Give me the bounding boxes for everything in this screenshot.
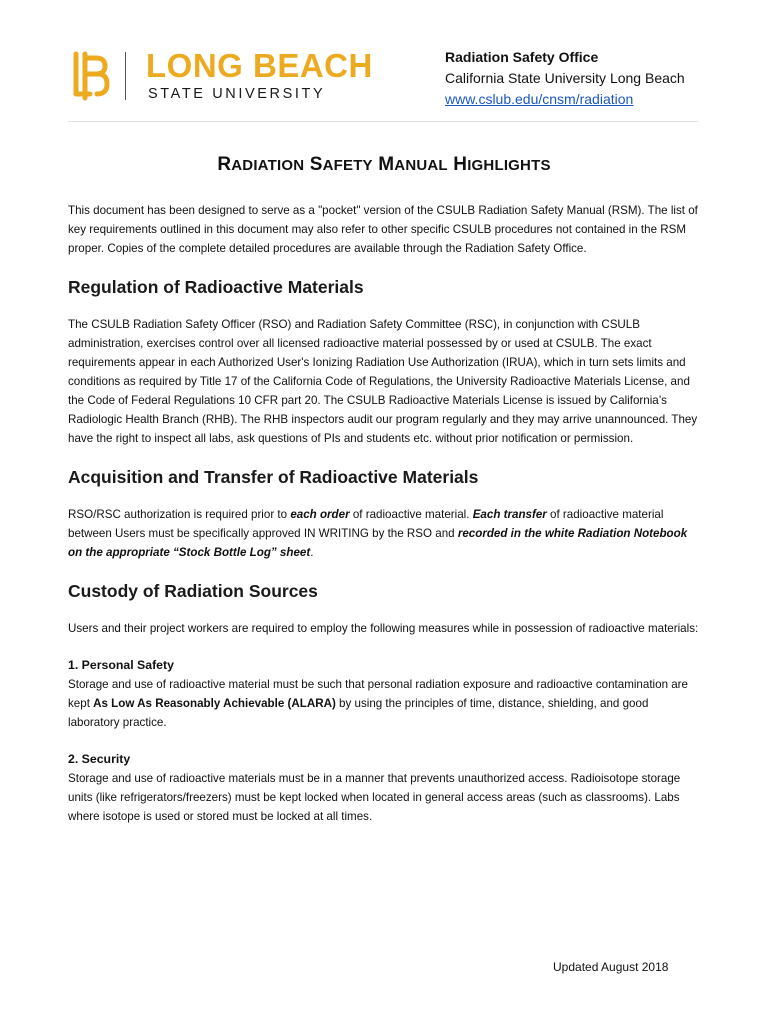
text-run: Storage and use of radioactive material must be such that personal radiation exposure and radioactive contamination are kept xyxy=(68,678,688,710)
university-logo xyxy=(68,48,388,104)
title-rest: ADIATION xyxy=(231,157,305,174)
lb-monogram-icon xyxy=(68,50,110,102)
intro-paragraph: This document has been designed to serve as a "pocket" version of the CSULB Radiation Safety Manual (RSM). The list of key requirements outlined in this document may also refer to other specific CSULB procedures not contained in the RSM proper. Copies of the complete detailed procedures are available through the Radiation Safety Office. xyxy=(68,204,698,255)
document-body xyxy=(68,154,700,826)
title-cap: R xyxy=(217,154,232,175)
office-title: Radiation Safety Office xyxy=(445,49,599,65)
emphasis-alara: As Low As Reasonably Achievable (ALARA) xyxy=(93,697,336,710)
personal-safety-paragraph xyxy=(68,675,700,732)
logo-subtitle: STATE UNIVERSITY xyxy=(148,86,326,102)
text-run: of radioactive material between Users must be specifically approved IN WRITING by the RSO and xyxy=(68,508,664,540)
section-heading-custody: Custody of Radiation Sources xyxy=(68,581,318,601)
emphasis-each-order: each order xyxy=(290,508,350,521)
title-cap: S xyxy=(309,154,323,175)
emphasis-each-transfer: Each transfer xyxy=(472,508,547,521)
office-university: California State University Long Beach xyxy=(445,70,685,86)
section-heading-regulation: Regulation of Radioactive Materials xyxy=(68,277,364,297)
text-run: by using the principles of time, distance, shielding, and good laboratory practice. xyxy=(68,697,649,729)
page-title xyxy=(68,154,700,176)
regulation-paragraph: The CSULB Radiation Safety Officer (RSO) and Radiation Safety Committee (RSC), in conjunction with CSULB administration, exercises control over all licensed radioactive material possessed by or used at CSULB. The exact requirements appear in each Authorized User's Ionizing Radiation Use Authorization (IRUA), which in turn sets limits and conditions as required by Title 17 of the California Code of Regulations, the University Radioactive Materials License, and the Code of Federal Regulations 10 CFR part 20. The CSULB Radioactive Materials License is issued by California’s Radiologic Health Branch (RHB). The RHB inspectors audit our program regularly and they may arrive unannounced. They have the right to inspect all labs, ask questions of PIs and students etc. without prior notification or permission. xyxy=(68,318,698,445)
security-paragraph: Storage and use of radioactive materials must be in a manner that prevents unauthorized access. Radioisotope storage units (like refrigerators/freezers) must be kept locked when located in general access areas (such as classrooms). Labs where isotope is used or stored must be locked at all times. xyxy=(68,772,681,823)
subheading-personal-safety: 1. Personal Safety xyxy=(68,658,174,672)
logo-divider xyxy=(125,52,126,100)
acquisition-paragraph xyxy=(68,505,700,562)
text-run: of radioactive material. xyxy=(349,508,473,521)
title-rest: ANUAL xyxy=(394,157,448,174)
section-heading-acquisition: Acquisition and Transfer of Radioactive Materials xyxy=(68,467,479,487)
office-website-link[interactable]: www.cslub.edu/cnsm/radiation xyxy=(445,91,634,107)
text-run: . xyxy=(310,546,314,559)
custody-intro: Users and their project workers are required to employ the following measures while in possession of radioactive materials: xyxy=(68,622,699,635)
office-contact xyxy=(445,47,685,110)
title-rest: IGHLIGHTS xyxy=(467,157,551,174)
header-divider xyxy=(68,121,698,122)
emphasis-recorded: recorded in the white Radiation Notebook on the appropriate “Stock Bottle Log” sheet xyxy=(68,527,688,559)
text-run: RSO/RSC authorization is required prior to xyxy=(68,508,291,521)
logo-name: LONG BEACH xyxy=(146,47,373,84)
title-rest: AFETY xyxy=(322,157,373,174)
title-cap: M xyxy=(378,154,395,175)
title-cap: H xyxy=(453,154,468,175)
subheading-security: 2. Security xyxy=(68,752,131,766)
updated-date: Updated August 2018 xyxy=(553,960,669,974)
